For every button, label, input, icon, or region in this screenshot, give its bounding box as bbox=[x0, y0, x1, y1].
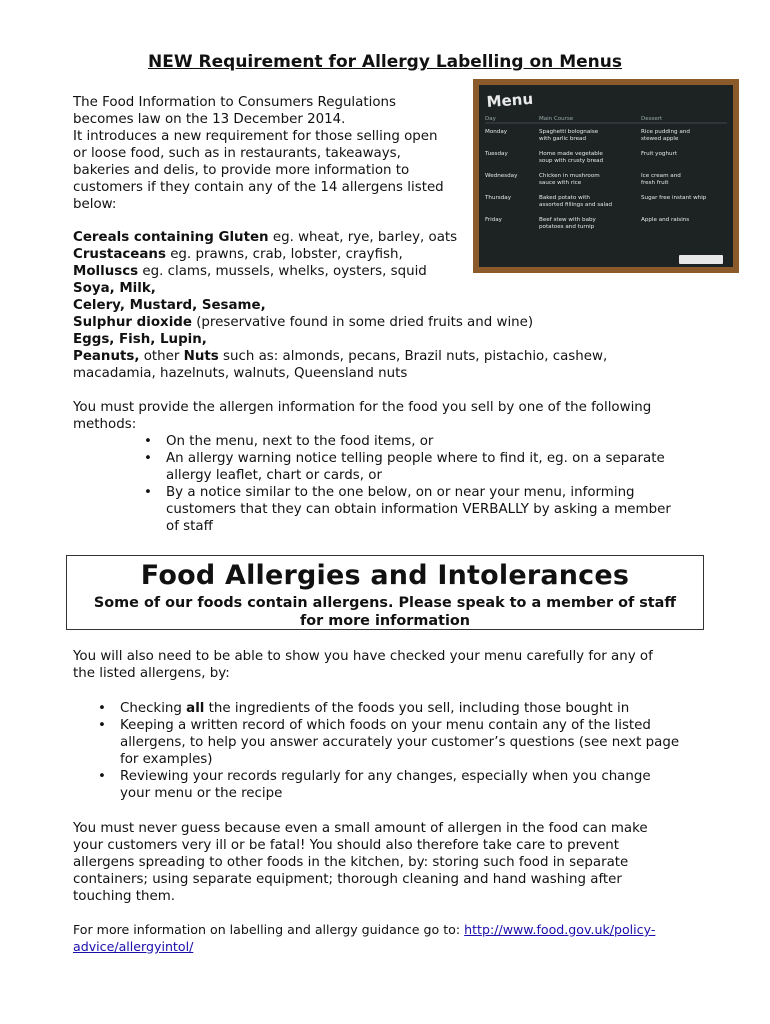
allergen-crustaceans: Crustaceans eg. prawns, crab, lobster, crayfish, bbox=[73, 247, 403, 262]
list-item bbox=[92, 717, 702, 768]
menu-dessert: Ice cream and bbox=[641, 173, 681, 179]
text-line: • An allergy warning notice telling people where to find it, eg. on a separate bbox=[166, 451, 665, 466]
text-line: • Reviewing your records regularly for any changes, especially when you change bbox=[120, 769, 651, 784]
list-item bbox=[138, 433, 698, 450]
intro-line: customers if they contain any of the 14 allergens listed bbox=[73, 180, 444, 195]
notice-line: for more information bbox=[299, 613, 471, 629]
menu-heading: Menu bbox=[486, 89, 534, 111]
list-item bbox=[138, 450, 698, 484]
more-info-line bbox=[73, 938, 713, 955]
text-line: your menu or the recipe bbox=[120, 786, 283, 801]
menu-day: Wednesday bbox=[485, 173, 518, 179]
menu-dessert: Sugar free instant whip bbox=[641, 195, 707, 201]
list-item bbox=[138, 484, 698, 535]
text-line: touching them. bbox=[73, 889, 176, 904]
intro-line: becomes law on the 13 December 2014. bbox=[73, 112, 346, 127]
text-line: your customers very ill or be fatal! You should also therefore take care to prevent bbox=[73, 838, 619, 853]
text-line: of staff bbox=[166, 519, 213, 534]
allergen-nuts-cont: macadamia, hazelnuts, walnuts, Queensland nuts bbox=[73, 366, 408, 381]
allergen-celery: Celery, Mustard, Sesame, bbox=[73, 298, 266, 313]
text-line: allergy leaflet, chart or cards, or bbox=[166, 468, 382, 483]
check-intro bbox=[73, 648, 713, 682]
notice-line: Some of our foods contain allergens. Please speak to a member of staff bbox=[93, 595, 677, 611]
allergen-eggs: Eggs, Fish, Lupin, bbox=[73, 332, 207, 347]
col-day: Day bbox=[485, 116, 496, 122]
methods-intro bbox=[73, 399, 713, 433]
menu-main: sauce with rice bbox=[539, 180, 582, 186]
allergen-molluscs: Molluscs eg. clams, mussels, whelks, oysters, squid bbox=[73, 264, 427, 279]
allergy-notice-box bbox=[66, 555, 704, 630]
list-item bbox=[92, 768, 702, 802]
text-line: the listed allergens, by: bbox=[73, 666, 230, 681]
menu-day: Tuesday bbox=[485, 151, 508, 157]
text-line: allergens spreading to other foods in the kitchen, by: storing such food in separate bbox=[73, 855, 629, 870]
col-main: Main Course bbox=[539, 116, 574, 122]
menu-main: Home made vegetable bbox=[539, 151, 603, 157]
menu-main: Chicken in mushroom bbox=[539, 173, 600, 179]
text-line: • By a notice similar to the one below, on or near your menu, informing bbox=[166, 485, 635, 500]
list-item bbox=[92, 700, 702, 717]
menu-main: Baked potato with bbox=[539, 195, 590, 201]
text-line: You will also need to be able to show you have checked your menu carefully for any of bbox=[73, 649, 653, 664]
text-line: customers that they can obtain information VERBALLY by asking a member bbox=[166, 502, 671, 517]
text-line: for examples) bbox=[120, 752, 213, 767]
text-line: • Keeping a written record of which foods on your menu contain any of the listed bbox=[120, 718, 651, 733]
allergen-list bbox=[73, 229, 713, 382]
col-dessert: Dessert bbox=[641, 116, 663, 122]
methods-list bbox=[138, 433, 698, 535]
menu-day: Monday bbox=[485, 129, 508, 135]
text-line: You must provide the allergen information for the food you sell by one of the following bbox=[73, 400, 652, 415]
menu-main: assorted fillings and salad bbox=[539, 202, 613, 208]
guess-paragraph bbox=[73, 820, 713, 905]
menu-dessert: stewed apple bbox=[641, 136, 679, 142]
page-title: NEW Requirement for Allergy Labelling on Menus bbox=[148, 52, 622, 72]
menu-dessert: Fruit yoghurt bbox=[641, 151, 678, 157]
intro-line: It introduces a new requirement for those selling open bbox=[73, 129, 438, 144]
menu-main: with garlic bread bbox=[539, 136, 587, 142]
menu-main: soup with crusty bread bbox=[539, 158, 604, 164]
menu-dessert: fresh fruit bbox=[641, 180, 669, 186]
intro-paragraph bbox=[73, 94, 468, 213]
check-list bbox=[92, 700, 702, 802]
text-line: You must never guess because even a small amount of allergen in the food can make bbox=[73, 821, 648, 836]
menu-main: potatoes and turnip bbox=[539, 224, 595, 230]
text-line: methods: bbox=[73, 417, 137, 432]
more-info-line: For more information on labelling and allergy guidance go to: http://www.food.gov.uk/policy- bbox=[73, 922, 656, 937]
allergen-peanuts: Peanuts, other Nuts such as: almonds, pecans, Brazil nuts, pistachio, cashew, bbox=[73, 349, 608, 364]
allergen-cereals: Cereals containing Gluten eg. wheat, rye, barley, oats bbox=[73, 230, 458, 245]
allergen-soya-milk: Soya, Milk, bbox=[73, 281, 156, 296]
menu-dessert: Rice pudding and bbox=[641, 129, 690, 135]
menu-main: Spaghetti bolognaise bbox=[539, 129, 599, 135]
menu-main: Beef stew with baby bbox=[539, 217, 596, 223]
intro-line: or loose food, such as in restaurants, takeaways, bbox=[73, 146, 401, 161]
notice-title: Food Allergies and Intolerances bbox=[140, 560, 630, 591]
intro-line: below: bbox=[73, 197, 117, 212]
text-line: containers; using separate equipment; thorough cleaning and hand washing after bbox=[73, 872, 622, 887]
menu-dessert: Apple and raisins bbox=[641, 217, 690, 223]
text-line: • Checking all the ingredients of the foods you sell, including those bought in bbox=[120, 701, 630, 716]
intro-line: bakeries and delis, to provide more information to bbox=[73, 163, 410, 178]
more-info bbox=[73, 921, 713, 955]
intro-line: The Food Information to Consumers Regulations bbox=[73, 95, 396, 110]
guidance-link-cont[interactable]: advice/allergyintol/ bbox=[73, 939, 194, 954]
menu-day: Thursday bbox=[485, 195, 512, 201]
allergen-sulphur: Sulphur dioxide (preservative found in some dried fruits and wine) bbox=[73, 315, 534, 330]
menu-day: Friday bbox=[485, 217, 502, 223]
text-line: • On the menu, next to the food items, or bbox=[166, 434, 434, 449]
text-line: allergens, to help you answer accurately your customer’s questions (see next page bbox=[120, 735, 680, 750]
guidance-link[interactable]: http://www.food.gov.uk/policy- bbox=[464, 922, 656, 937]
